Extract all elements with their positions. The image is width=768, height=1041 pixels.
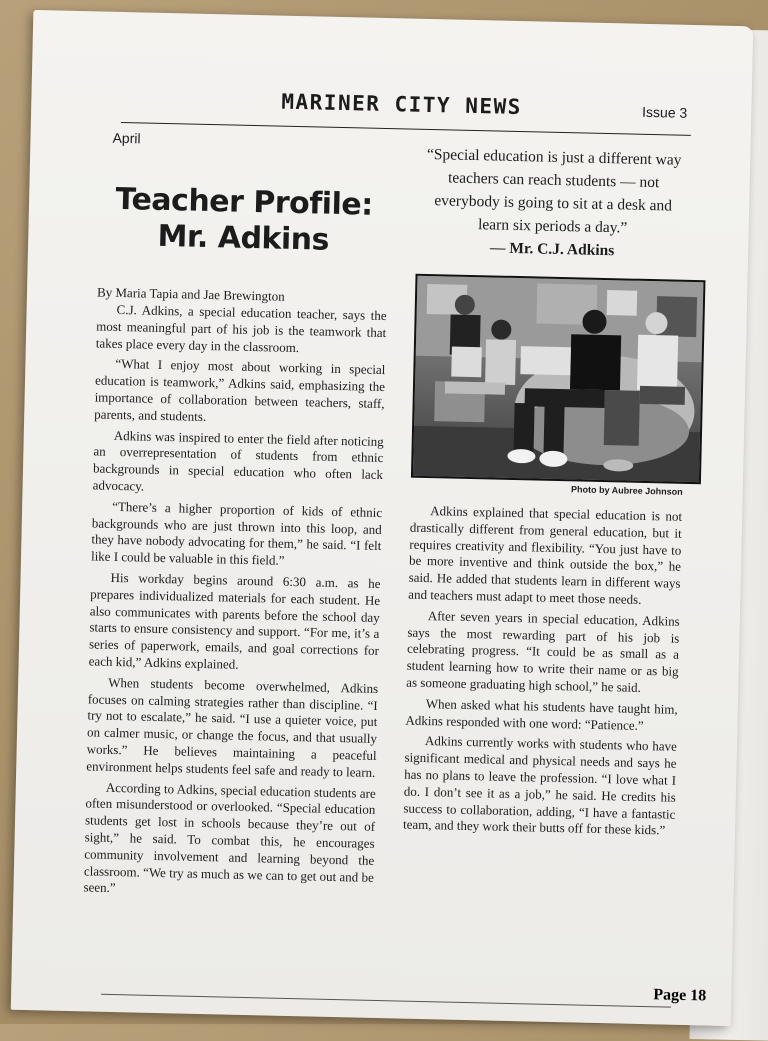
article-paragraph: “What I enjoy most about working in special education is teamwork,” Adkins said, emphasizing the importance of collaboration between teachers, staff, parents, and students. xyxy=(94,356,386,424)
pull-quote xyxy=(416,143,691,264)
article-paragraph: “There’s a higher proportion of kids of ethnic backgrounds who are just thrown into this loop, and they have nobody advocating for them,” he said. “I felt like I could be valuable in this field.” xyxy=(90,498,383,568)
article-paragraph: When asked what his students have taught him, Adkins responded with one word: “Patience.” xyxy=(405,695,678,733)
page-number: Page 18 xyxy=(653,986,707,1005)
newspaper-page xyxy=(11,10,754,1026)
article-paragraph: When students become overwhelmed, Adkins focuses on calming strategies rather than discipline. “I try not to escalate,” he said. “I use a quieter voice, put on calmer music, or change the focus, and that usually works.” He believes maintaining a peaceful environment helps students feel safe and ready to learn. xyxy=(86,674,379,780)
article-paragraph: C.J. Adkins, a special education teacher, says the most meaningful part of his job is the teamwork that takes place every day in the classroom. xyxy=(95,301,387,355)
article-paragraph: Adkins explained that special education is not drastically different from general education, but it requires creativity and flexibility. “You just have to be more inventive and think outside the box,” he said. He added that students learn in different ways and teachers must adapt to meet those needs. xyxy=(408,503,683,607)
page-content xyxy=(82,74,700,987)
masthead-rule xyxy=(121,122,691,136)
left-column xyxy=(83,174,389,907)
footer-rule xyxy=(101,994,671,1008)
issue-number: Issue 3 xyxy=(641,103,688,121)
masthead xyxy=(101,74,700,138)
right-column xyxy=(403,143,691,844)
headline-line-2: Mr. Adkins xyxy=(157,218,330,258)
newspaper-title: MARINER CITY NEWS xyxy=(281,89,523,120)
pull-quote-text: “Special education is just a different way teachers can reach students — not everybody is going to sit at a desk and learn six periods a day.” xyxy=(426,145,682,237)
byline: By Maria Tapia and Jae Brewington xyxy=(96,284,285,304)
article-headline xyxy=(98,182,390,261)
classroom-photo-illustration xyxy=(413,276,703,482)
article-photo xyxy=(411,274,706,485)
article-paragraph: Adkins was inspired to enter the field after noticing an overrepresentation of students from ethnic backgrounds in special education who often lack advocacy. xyxy=(92,427,384,494)
pull-quote-author: — Mr. C.J. Adkins xyxy=(489,239,615,260)
article-paragraph: His workday begins around 6:30 a.m. as he prepares individualized materials for each student. He also communicates with parents before the school day starts to ensure consistency and support. “For me, it’s a series of paperwork, emails, and goal corrections for each kid,” Adkins explained. xyxy=(88,569,381,672)
article-paragraph: According to Adkins, special education students are often misunderstood or overlooked. “Special education students get lost in schools because they’re out of sight,” he said. To combat this, he encourages community involvement and learning beyond the classroom. “We try as much as we can to get out and be seen.” xyxy=(83,779,376,896)
article-paragraph: Adkins currently works with students who have significant medical and physical needs and says he has no plans to leave the profession. “I love what I do. I don’t see it as a job,” he said. He credits his success to collaboration, adding, “I have a fantastic team, and they work their butts off for these kids.” xyxy=(402,733,678,838)
photo-credit: Photo by Aubree Johnson xyxy=(570,484,683,497)
headline-line-1: Teacher Profile: xyxy=(115,181,374,223)
issue-month: April xyxy=(112,129,141,147)
article-paragraph: After seven years in special education, Adkins says the most rewarding part of his job is celebrating progress. “It could be as small as a student learning how to write their name or as big as someone graduating high school,” he said. xyxy=(406,607,680,695)
